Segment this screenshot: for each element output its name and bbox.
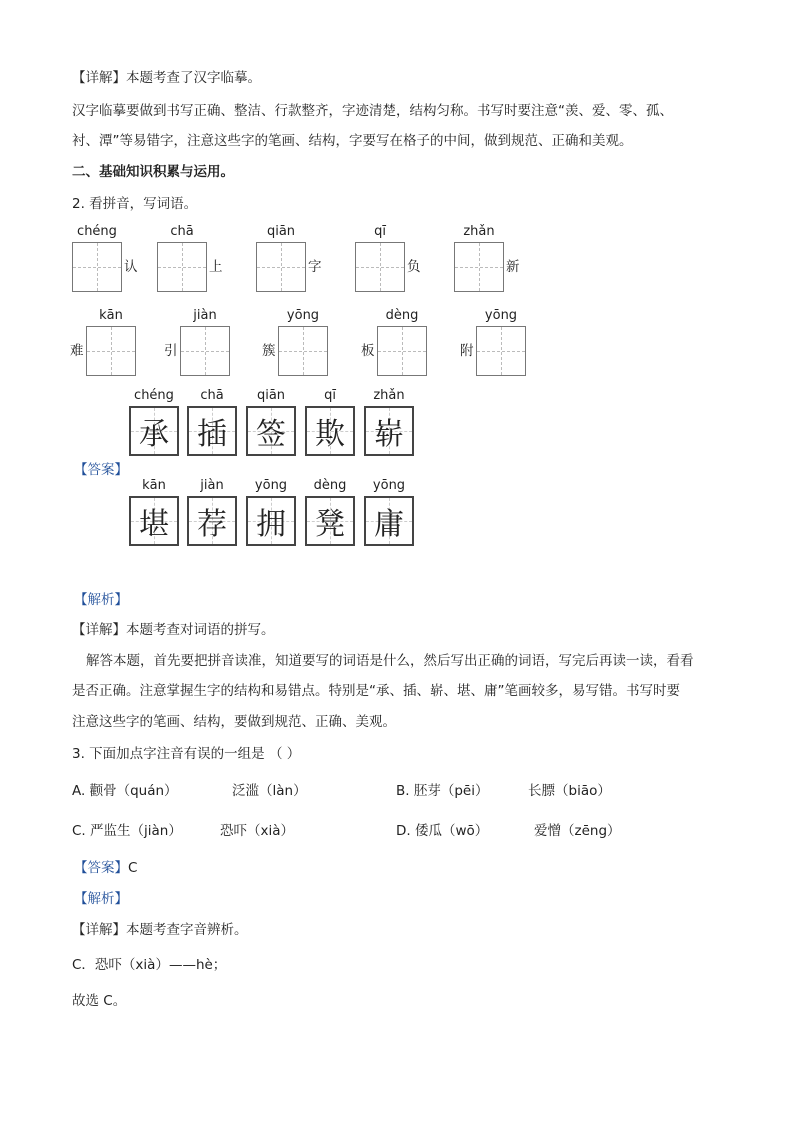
answer-pinyin: yōng [372,478,406,493]
writing-box [180,326,230,376]
writing-box [72,242,122,292]
writing-box [278,326,328,376]
pinyin-label: zhǎn [463,224,495,239]
pinyin-label: qiān [266,224,296,239]
writing-box [157,242,207,292]
q2-body-line1: 解答本题，首先要把拼音读准，知道要写的词语是什么，然后写出正确的词语，写完后再读一读，看看 [86,653,694,669]
q3-answer-value: C [128,860,138,876]
answer-character: 承 [139,417,169,452]
context-char: 认 [124,259,138,275]
writing-box [86,326,136,376]
context-char: 新 [506,259,520,275]
q3-option-a1: A. 颧骨（quán） [72,783,178,799]
q3-option-c1: C. 严监生（jiàn） [72,823,182,839]
answer-character: 签 [256,417,286,452]
section-heading: 二、基础知识积累与运用。 [72,164,234,180]
answer-box [129,496,179,546]
answer-box [364,496,414,546]
q3-analysis-label: 【解析】 [74,891,128,907]
answer-character: 拥 [256,507,286,542]
answer-pinyin: chéng [134,388,174,403]
context-char: 附 [460,343,474,359]
context-char: 字 [308,259,322,275]
writing-box [476,326,526,376]
section1-body-line2: 衬、潭”等易错字，注意这些字的笔画、结构，字要写在格子的中间，做到规范、正确和美观。 [72,133,633,149]
q2-title: 2. 看拼音，写词语。 [72,196,198,212]
answer-pinyin: yōng [254,478,288,493]
q3-title: 3. 下面加点字注音有误的一组是 （ ） [72,746,301,762]
answer-box [246,406,296,456]
answer-pinyin: kān [142,478,166,493]
answer-character: 崭 [374,417,404,452]
pinyin-label: yōng [286,308,320,323]
q3-option-a2: 泛滥（làn） [232,783,307,799]
answer-character: 堪 [139,507,169,542]
pinyin-label: yōng [484,308,518,323]
q3-conclusion: 故选 C。 [72,993,127,1009]
pinyin-label: dèng [385,308,419,323]
q2-body-line2: 是否正确。注意掌握生字的结构和易错点。特别是“承、插、崭、堪、庸”笔画较多，易写错。书写时要 [72,683,680,699]
answer-pinyin: qī [324,388,336,403]
answer-box [129,406,179,456]
section1-detail: 【详解】本题考查了汉字临摹。 [72,70,261,86]
answer-box [364,406,414,456]
q3-answer-label: 【答案】 [74,860,128,876]
q2-detail: 【详解】本题考查对词语的拼写。 [72,622,275,638]
context-char: 负 [407,259,421,275]
context-char: 上 [209,259,223,275]
answer-character: 凳 [315,507,345,542]
answer-character: 插 [197,417,227,452]
q3-option-c2: 恐吓（xià） [220,823,295,839]
q2-answer-label: 【答案】 [74,462,128,478]
writing-box [377,326,427,376]
answer-pinyin: chā [200,388,224,403]
context-char: 板 [361,343,375,359]
pinyin-label: chéng [77,224,117,239]
answer-pinyin: jiàn [200,478,224,493]
section1-body-line1: 汉字临摹要做到书写正确、整洁、行款整齐，字迹清楚，结构匀称。书写时要注意“羡、爱、零、孤、 [72,103,673,119]
q3-answer [74,858,137,878]
context-char: 难 [70,343,84,359]
writing-box [454,242,504,292]
pinyin-label: kān [99,308,123,323]
answer-pinyin: zhǎn [373,388,405,403]
context-char: 簇 [262,343,276,359]
answer-character: 荐 [197,507,227,542]
answer-box [246,496,296,546]
q3-detail: 【详解】本题考查字音辨析。 [72,922,248,938]
answer-character: 欺 [315,417,345,452]
answer-box [187,406,237,456]
q2-body-line3: 注意这些字的笔画、结构，要做到规范、正确、美观。 [72,714,396,730]
q3-option-d1: D. 倭瓜（wō） [396,823,489,839]
answer-box [305,406,355,456]
pinyin-label: chā [170,224,194,239]
q3-line-c: C．恐吓（xià）——hè； [72,957,227,973]
pinyin-label: jiàn [193,308,217,323]
context-char: 引 [164,343,178,359]
writing-box [355,242,405,292]
writing-box [256,242,306,292]
q2-analysis-label: 【解析】 [74,592,128,608]
answer-pinyin: qiān [256,388,286,403]
answer-character: 庸 [374,507,404,542]
q3-option-d2: 爱憎（zēng） [534,823,621,839]
pinyin-label: qī [374,224,386,239]
q3-option-b2: 长膘（biāo） [528,783,611,799]
answer-pinyin: dèng [313,478,347,493]
answer-box [187,496,237,546]
q3-option-b1: B. 胚芽（pēi） [396,783,489,799]
answer-box [305,496,355,546]
